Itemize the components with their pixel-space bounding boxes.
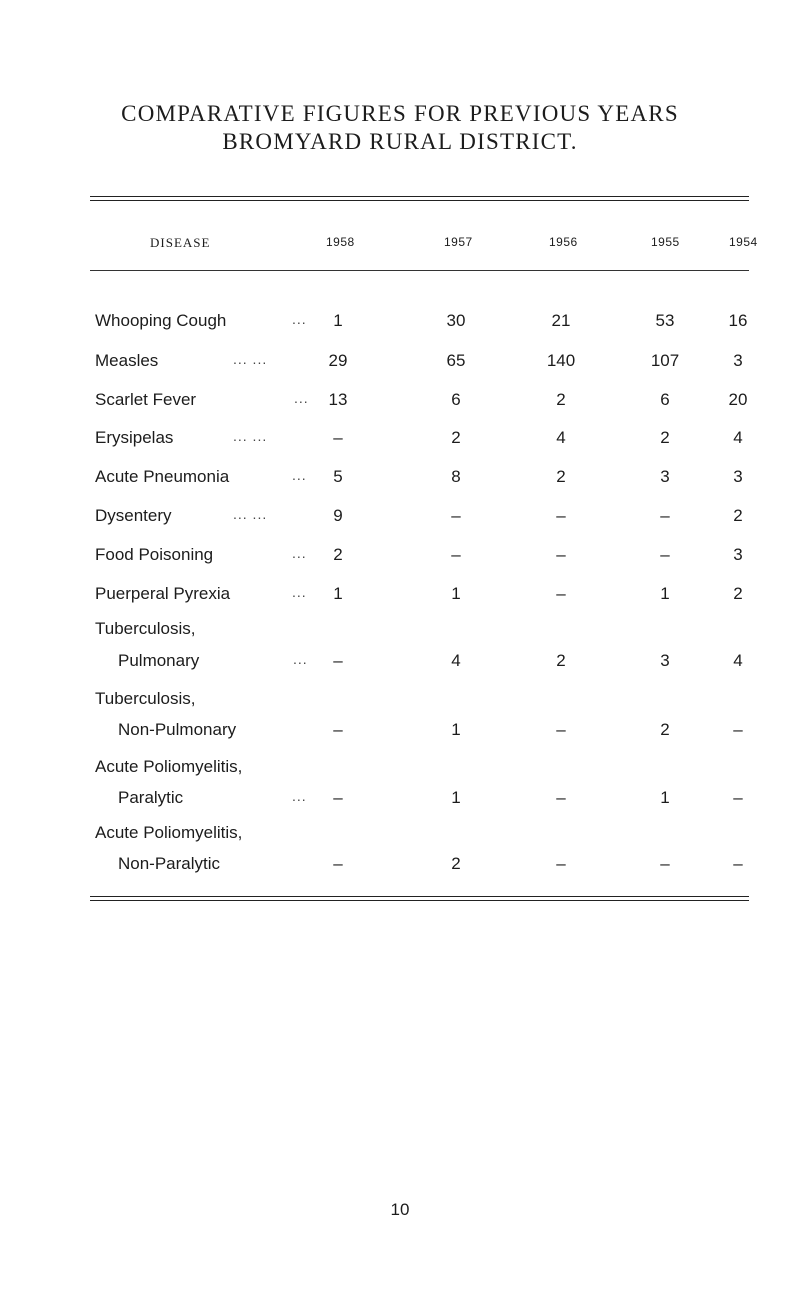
row-label: Erysipelas [95,428,174,447]
leader-dots: ... [292,545,307,561]
header-1958: 1958 [326,235,355,249]
cell-1955: 1 [660,788,670,807]
bottom-double-rule-upper [90,896,749,897]
table-row [0,311,800,341]
cell-1954: 3 [733,467,743,486]
top-double-rule-upper [90,196,749,197]
cell-1958: 13 [328,390,348,409]
cell-1957: 1 [451,720,461,739]
cell-1954: 3 [733,351,743,370]
row-label: Food Poisoning [95,545,214,564]
table-row [0,351,800,381]
row-label-continued: Non-Pulmonary [118,720,237,739]
row-label: Acute Poliomyelitis, [95,757,243,776]
cell-1956: 4 [556,428,566,447]
title-line-1: COMPARATIVE FIGURES FOR PREVIOUS YEARS [121,101,679,126]
cell-1954: 2 [733,584,743,603]
cell-1954: 4 [733,651,743,670]
cell-1955: – [660,506,670,525]
cell-1957: 4 [451,651,461,670]
cell-1955: – [660,545,670,564]
cell-1954: – [733,720,743,739]
leader-dots: ... [292,467,307,483]
cell-1957: 1 [451,584,461,603]
cell-1954: 2 [733,506,743,525]
cell-1956: 140 [546,351,576,370]
cell-1955: – [660,854,670,873]
cell-1955: 2 [660,428,670,447]
cell-1958: 29 [328,351,348,370]
table-row [0,506,800,536]
cell-1956: 2 [556,651,566,670]
cell-1955: 53 [655,311,675,330]
header-1957: 1957 [444,235,473,249]
cell-1958: – [333,854,343,873]
cell-1958: 1 [333,584,343,603]
cell-1955: 3 [660,467,670,486]
table-row [0,467,800,497]
row-label: Tuberculosis, [95,689,196,708]
row-label: Measles [95,351,159,370]
cell-1957: 2 [451,854,461,873]
cell-1958: 5 [333,467,343,486]
cell-1957: 2 [451,428,461,447]
top-double-rule-lower [90,200,749,201]
table-row [0,390,800,420]
leader-dots: ... [293,651,308,667]
table-row [0,823,800,883]
cell-1957: 65 [446,351,466,370]
table-row [0,584,800,614]
cell-1958: 2 [333,545,343,564]
cell-1955: 3 [660,651,670,670]
row-label: Puerperal Pyrexia [95,584,231,603]
cell-1958: – [333,788,343,807]
table-row [0,428,800,458]
row-label-continued: Pulmonary [118,651,200,670]
cell-1954: 4 [733,428,743,447]
cell-1956: – [556,584,566,603]
cell-1958: – [333,720,343,739]
page-number: 10 [390,1200,410,1219]
cell-1957: 6 [451,390,461,409]
leader-dots: ... ... [233,428,268,444]
leader-dots: ... [292,788,307,804]
cell-1956: 2 [556,390,566,409]
row-label: Scarlet Fever [95,390,197,409]
cell-1958: 9 [333,506,343,525]
cell-1955: 2 [660,720,670,739]
header-1955: 1955 [651,235,680,249]
table-row [0,757,800,817]
row-label: Dysentery [95,506,172,525]
cell-1957: – [451,545,461,564]
cell-1954: – [733,854,743,873]
cell-1954: 20 [728,390,748,409]
cell-1955: 107 [650,351,680,370]
header-1956: 1956 [549,235,578,249]
header-1954: 1954 [729,235,758,249]
cell-1957: 8 [451,467,461,486]
cell-1958: – [333,651,343,670]
row-label: Acute Poliomyelitis, [95,823,243,842]
page-title [0,100,800,156]
row-label-continued: Non-Paralytic [118,854,221,873]
table-row [0,689,800,749]
header-disease: DISEASE [150,235,211,250]
leader-dots: ... ... [233,506,268,522]
table-row [0,545,800,575]
cell-1955: 6 [660,390,670,409]
cell-1956: – [556,545,566,564]
cell-1957: 30 [446,311,466,330]
header-rule [90,270,749,271]
title-line-2: BROMYARD RURAL DISTRICT. [222,129,578,154]
cell-1956: 21 [551,311,571,330]
row-label: Acute Pneumonia [95,467,230,486]
cell-1954: 16 [728,311,748,330]
leader-dots: ... [294,390,309,406]
cell-1956: – [556,854,566,873]
cell-1958: 1 [333,311,343,330]
cell-1958: – [333,428,343,447]
cell-1956: – [556,720,566,739]
cell-1956: – [556,506,566,525]
cell-1957: 1 [451,788,461,807]
cell-1954: – [733,788,743,807]
cell-1955: 1 [660,584,670,603]
row-label: Tuberculosis, [95,619,196,638]
bottom-double-rule-lower [90,900,749,901]
cell-1956: – [556,788,566,807]
table-row [0,619,800,679]
leader-dots: ... ... [233,351,268,367]
cell-1957: – [451,506,461,525]
leader-dots: ... [292,311,307,327]
cell-1954: 3 [733,545,743,564]
leader-dots: ... [292,584,307,600]
cell-1956: 2 [556,467,566,486]
row-label: Whooping Cough [95,311,227,330]
row-label-continued: Paralytic [118,788,184,807]
